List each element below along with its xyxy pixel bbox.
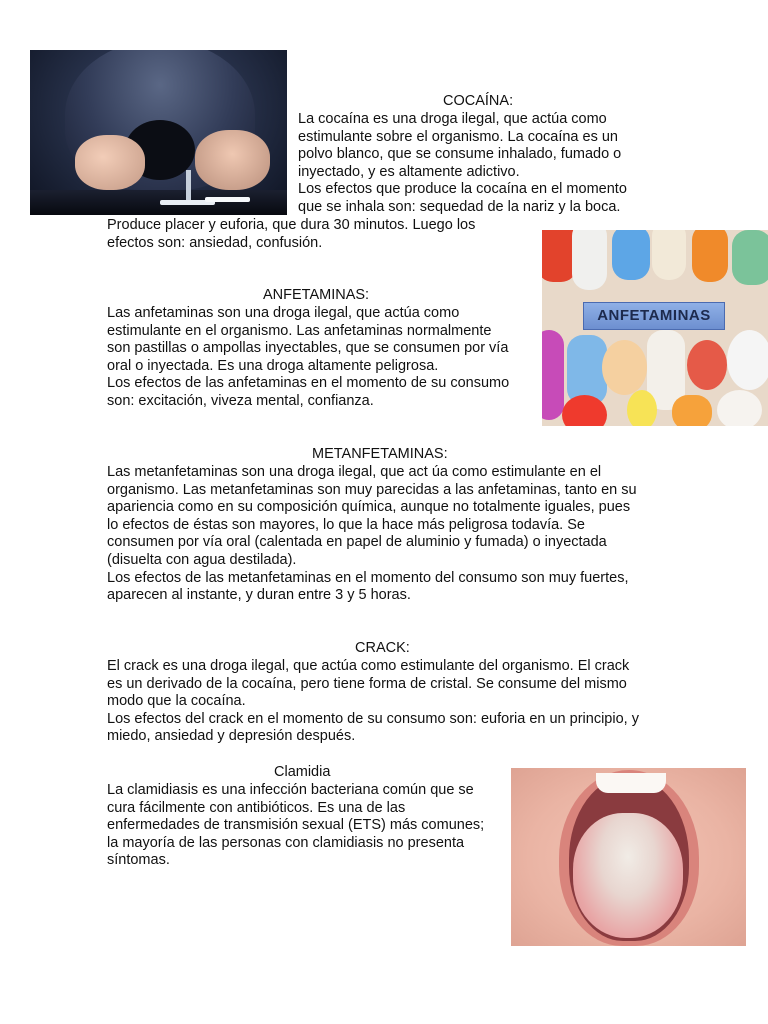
clamidia-title: Clamidia — [274, 764, 331, 780]
mouth-image — [511, 768, 746, 946]
anfetaminas-paragraph: Las anfetaminas son una droga ilegal, que actúa como estimulante en el organismo. Las anfetaminas normalmente son pastillas o ampollas inyectables, que se consumen por vía oral o inyectada. Es una droga altamente peligrosa. Los efectos de las anfetaminas en el momento de su consumo son: excitación, viveza mental, confianza. — [107, 305, 510, 409]
cocaina-title: COCAÍNA: — [443, 93, 514, 109]
cocaina-paragraph-left: Produce placer y euforia, que dura 30 minutos. Luego los efectos son: ansiedad, confusión. — [107, 217, 476, 251]
crack-title: CRACK: — [355, 640, 410, 656]
hooded-person-image — [30, 50, 287, 215]
metanfetaminas-title: METANFETAMINAS: — [312, 446, 448, 462]
crack-paragraph: El crack es una droga ilegal, que actúa como estimulante del organismo. El crack es un derivado de la cocaína, pero tiene forma de cristal. Se consume del mismo modo que la cocaína. Los efectos del crack en el momento de su consumo son: euforia en un principio, y miedo, ansiedad y depresión después. — [107, 658, 639, 745]
pills-image — [542, 230, 768, 426]
cocaina-paragraph-right: La cocaína es una droga ilegal, que actúa como estimulante sobre el organismo. La cocaína es un polvo blanco, que se consume inhalado, fumado o inyectado, y es altamente adictivo. Los efectos que produce la cocaína en el momento que se inhala son: sequedad de la nariz y la boca. — [298, 111, 627, 215]
metanfetaminas-paragraph: Las metanfetaminas son una droga ilegal, que act úa como estimulante en el organismo. Las metanfetaminas son muy parecidas a las anfetaminas, tanto en su apariencia como en su composición química, aunque no totalmente iguales, pues lo efectos de éstas son mayores, lo que la hace más peligrosa todavía. Se consumen por vía oral (calentada en papel de aluminio y fumada) o inyectada (disuelta con agua destilada). Los efectos de las metanfetaminas en el momento del consumo son muy fuertes, aparecen al instante, y duran entre 3 y 5 horas. — [107, 464, 637, 604]
anfetaminas-image-label: ANFETAMINAS — [583, 302, 725, 330]
clamidia-paragraph: La clamidiasis es una infección bacteriana común que se cura fácilmente con antibióticos. Es una de las enfermedades de transmisión sexual (ETS) más comunes; la mayoría de las personas con clamidiasis no presenta síntomas. — [107, 782, 485, 869]
anfetaminas-title: ANFETAMINAS: — [263, 287, 370, 303]
